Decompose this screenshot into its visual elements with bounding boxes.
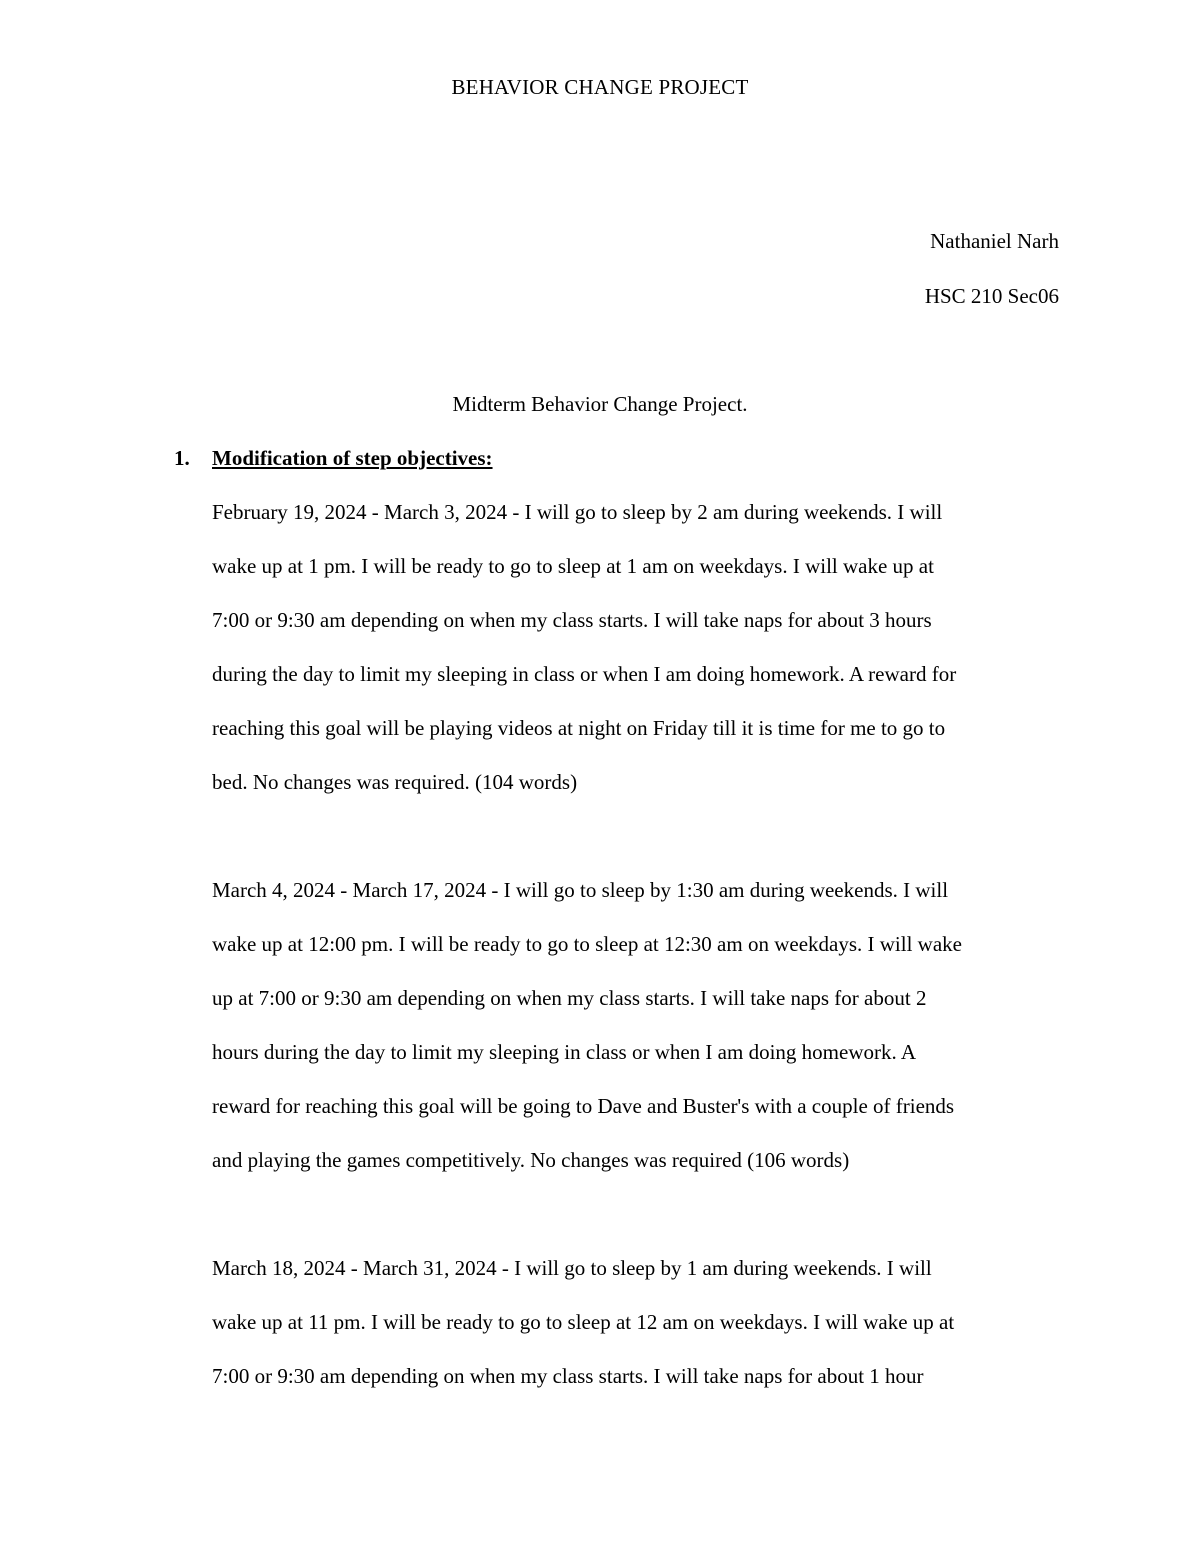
paragraph-1-line-5: reaching this goal will be playing videos at night on Friday till it is time for me to go to xyxy=(212,716,946,740)
section-number: 1. xyxy=(174,446,190,470)
paragraph-2-line-1: March 4, 2024 - March 17, 2024 - I will go to sleep by 1:30 am during weekends. I will xyxy=(212,878,949,902)
paragraph-2-line-5: reward for reaching this goal will be going to Dave and Buster's with a couple of friends xyxy=(212,1094,955,1118)
paragraph-2-line-4: hours during the day to limit my sleeping in class or when I am doing homework. A xyxy=(212,1040,916,1064)
course-name: HSC 210 Sec06 xyxy=(924,284,1059,308)
paragraph-2-line-6: and playing the games competitively. No changes was required (106 words) xyxy=(212,1148,850,1172)
section-heading xyxy=(174,444,493,472)
paragraph-1-line-3: 7:00 or 9:30 am depending on when my class starts. I will take naps for about 3 hours xyxy=(212,608,932,632)
author-name: Nathaniel Narh xyxy=(930,229,1059,253)
paragraph-3-line-3: 7:00 or 9:30 am depending on when my class starts. I will take naps for about 1 hour xyxy=(212,1364,924,1388)
paragraph-1-line-6: bed. No changes was required. (104 words) xyxy=(212,770,578,794)
paragraph-3-line-1: March 18, 2024 - March 31, 2024 - I will go to sleep by 1 am during weekends. I will xyxy=(212,1256,932,1280)
section-heading-label: Modification of step objectives: xyxy=(212,446,493,470)
paragraph-1-line-4: during the day to limit my sleeping in class or when I am doing homework. A reward for xyxy=(212,662,957,686)
document-title: Midterm Behavior Change Project. xyxy=(452,392,748,416)
paragraph-2-line-3: up at 7:00 or 9:30 am depending on when my class starts. I will take naps for about 2 xyxy=(212,986,927,1010)
paragraph-3-line-2: wake up at 11 pm. I will be ready to go to sleep at 12 am on weekdays. I will wake up at xyxy=(212,1310,955,1334)
paragraph-1-line-2: wake up at 1 pm. I will be ready to go to sleep at 1 am on weekdays. I will wake up at xyxy=(212,554,934,578)
paragraph-2-line-2: wake up at 12:00 pm. I will be ready to go to sleep at 12:30 am on weekdays. I will wake xyxy=(212,932,962,956)
running-head: BEHAVIOR CHANGE PROJECT xyxy=(451,75,749,99)
paragraph-1-line-1: February 19, 2024 - March 3, 2024 - I will go to sleep by 2 am during weekends. I will xyxy=(212,500,943,524)
